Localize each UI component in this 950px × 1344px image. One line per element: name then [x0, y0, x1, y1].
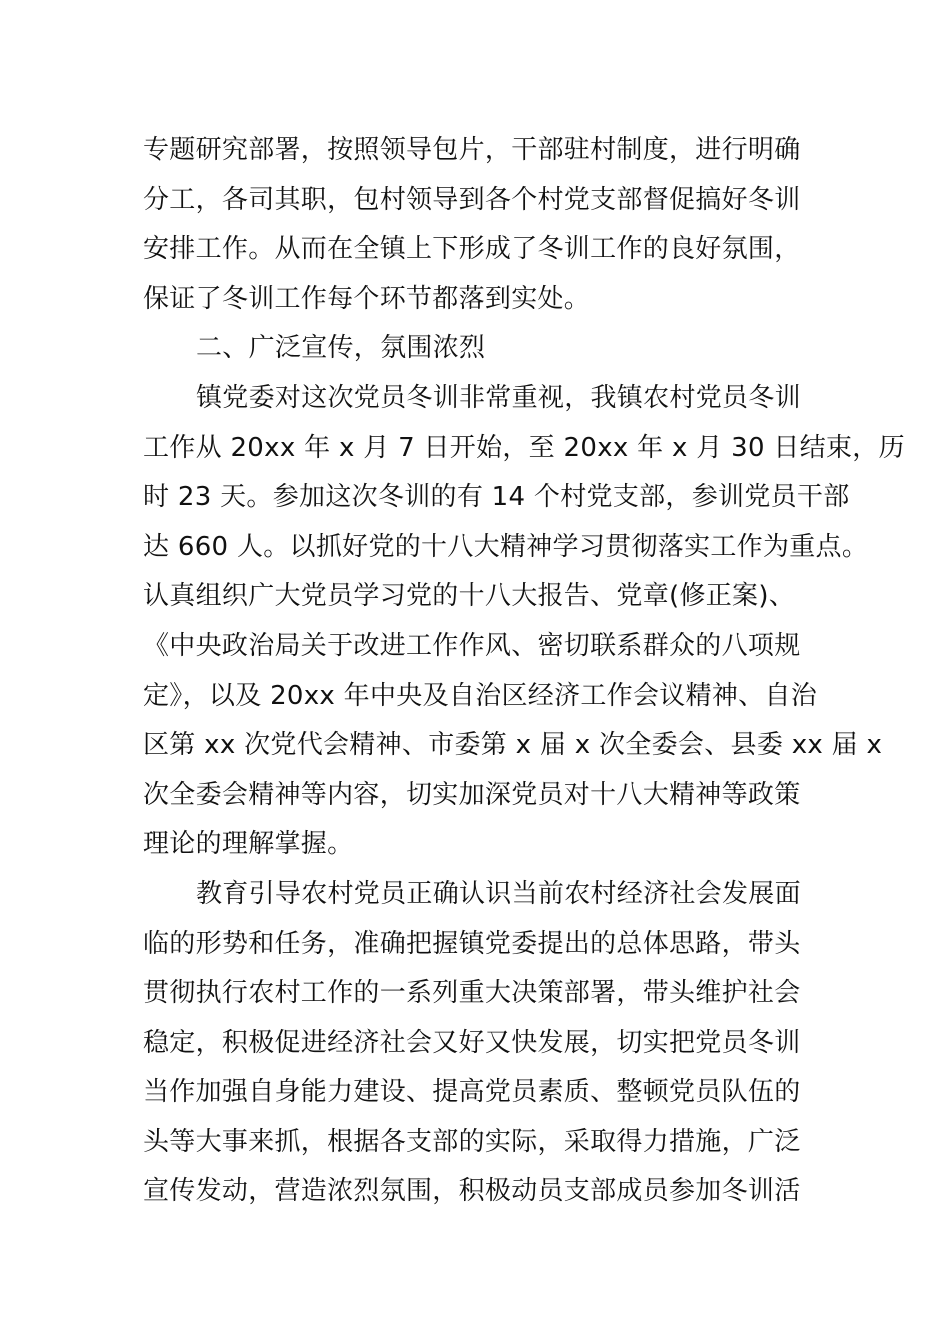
text-line: 定》，以及 20xx 年中央及自治区经济工作会议精神、自治 — [143, 680, 818, 711]
text-line: 头等大事来抓，根据各支部的实际，采取得力措施，广泛 — [143, 1126, 801, 1157]
body-text — [143, 126, 905, 1217]
text-line: 临的形势和任务，准确把握镇党委提出的总体思路，带头 — [143, 928, 801, 959]
text-line: 专题研究部署，按照领导包片，干部驻村制度，进行明确 — [143, 135, 801, 165]
text-line: 区第 xx 次党代会精神、市委第 x 届 x 次全委会、县委 xx 届 x — [143, 730, 883, 761]
section-heading: 二、广泛宣传，氛围浓烈 — [196, 333, 486, 364]
text-line: 时 23 天。参加这次冬训的有 14 个村党支部，参训党员干部 — [143, 482, 850, 513]
text-line: 次全委会精神等内容，切实加深党员对十八大精神等政策 — [143, 779, 801, 810]
paragraph-first-line: 镇党委对这次党员冬训非常重视，我镇农村党员冬训 — [196, 382, 801, 413]
text-line: 《中央政治局关于改进工作作风、密切联系群众的八项规 — [143, 630, 801, 661]
text-line: 贯彻执行农村工作的一系列重大决策部署，带头维护社会 — [143, 978, 801, 1009]
text-line: 宣传发动，营造浓烈氛围，积极动员支部成员参加冬训活 — [143, 1176, 801, 1207]
text-line: 工作从 20xx 年 x 月 7 日开始，至 20xx 年 x 月 30 日结束，历 — [143, 432, 905, 463]
paragraph-first-line: 教育引导农村党员正确认识当前农村经济社会发展面 — [196, 878, 801, 909]
text-line: 当作加强自身能力建设、提高党员素质、整顿党员队伍的 — [143, 1077, 801, 1108]
text-line: 分工，各司其职，包村领导到各个村党支部督促搞好冬训 — [143, 184, 801, 215]
text-line: 保证了冬训工作每个环节都落到实处。 — [143, 283, 591, 314]
text-line: 稳定，积极促进经济社会又好又快发展，切实把党员冬训 — [143, 1027, 801, 1058]
text-line: 达 660 人。以抓好党的十八大精神学习贯彻落实工作为重点。 — [143, 531, 869, 562]
text-line: 认真组织广大党员学习党的十八大报告、党章(修正案)、 — [143, 581, 796, 612]
text-line: 安排工作。从而在全镇上下形成了冬训工作的良好氛围， — [143, 234, 801, 265]
text-line: 理论的理解掌握。 — [143, 829, 354, 860]
